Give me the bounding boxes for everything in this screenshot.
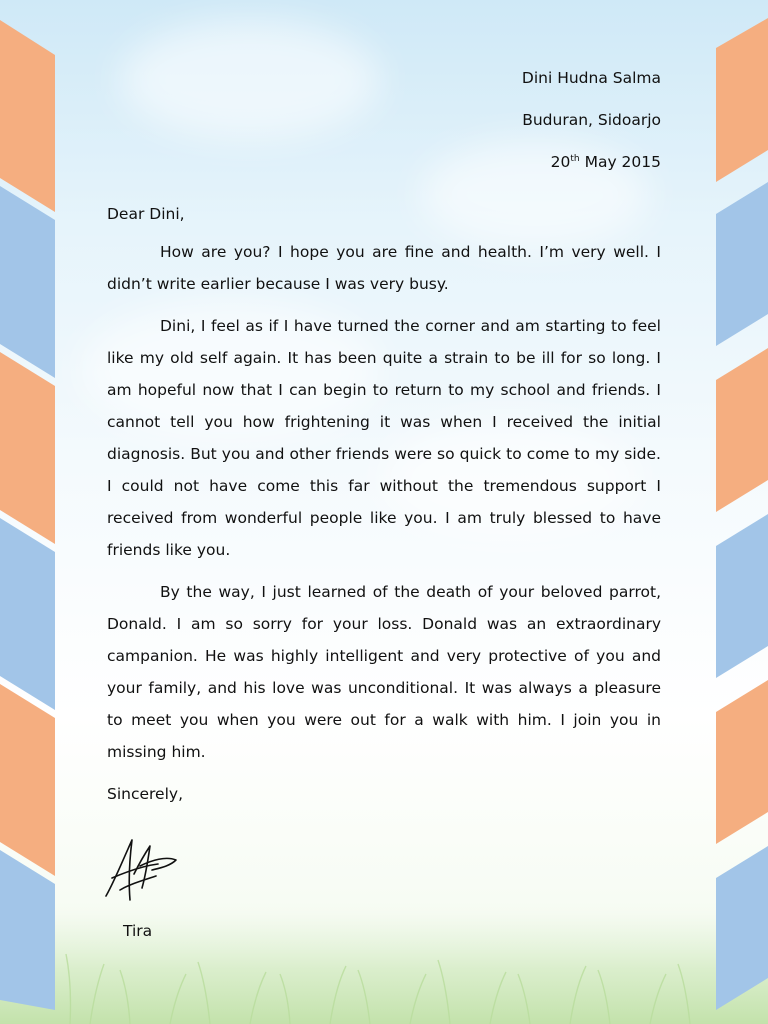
date-month-year: May 2015 <box>579 153 661 171</box>
letter-date <box>107 146 661 188</box>
handwritten-signature-icon <box>100 826 180 908</box>
closing: Sincerely, <box>107 785 184 803</box>
letter-body <box>107 62 661 810</box>
paragraph-3: By the way, I just learned of the death of your beloved parrot, Donald. I am so sorry for your loss. Donald was an extraordinary campanion. He was highly intelligent and very protective of you and your family, and his love was unconditional. It was always a pleasure to meet you when you were out for a walk with him. I join you in missing him. <box>107 583 661 761</box>
paragraph-2: Dini, I feel as if I have turned the corner and am starting to feel like my old self again. It has been quite a strain to be ill for so long. I am hopeful now that I can begin to return to my school and friends. I cannot tell you how frightening it was when I received the initial diagnosis. But you and other friends were so quick to come to my side. I could not have come this far without the tremendous support I received from wonderful people like you. I am truly blessed to have friends like you. <box>107 317 661 559</box>
paragraph-1: How are you? I hope you are fine and health. I’m very well. I didn’t write earlier because I was very busy. <box>107 243 661 293</box>
sender-name: Dini Hudna Salma <box>521 69 661 87</box>
salutation: Dear Dini, <box>107 205 185 223</box>
sender-address: Buduran, Sidoarjo <box>522 111 661 129</box>
date-suffix: th <box>570 153 580 164</box>
right-airmail-border <box>708 0 768 1024</box>
left-airmail-border <box>0 0 60 1024</box>
sender-block <box>107 62 661 188</box>
signer-name: Tira <box>123 922 153 940</box>
date-day: 20 <box>550 153 571 171</box>
